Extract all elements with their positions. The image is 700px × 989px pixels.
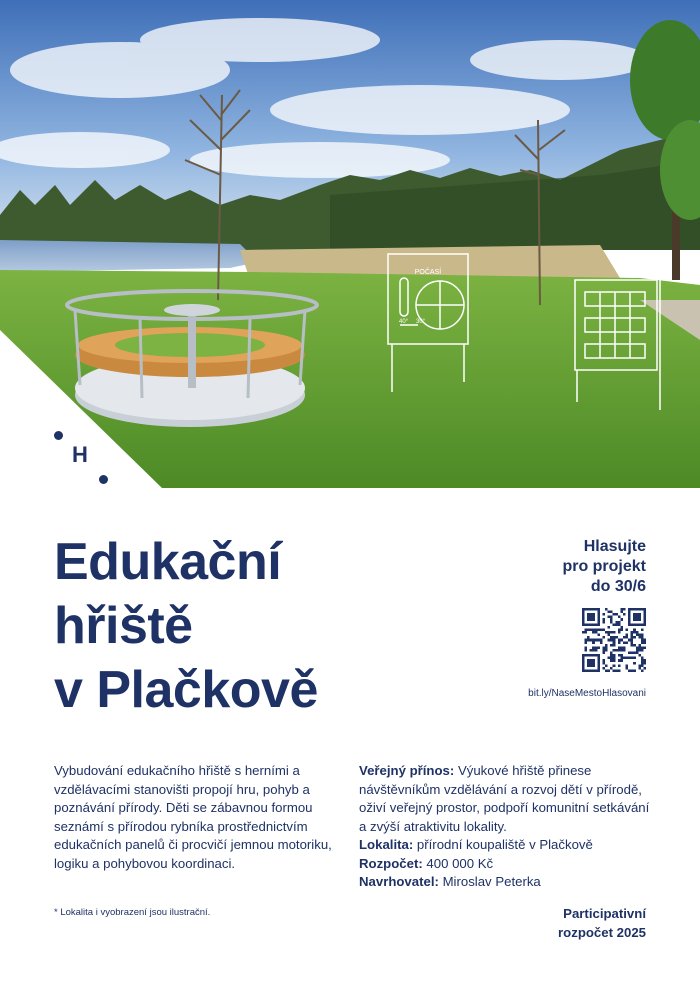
author-label: Navrhovatel: <box>359 874 439 889</box>
logo-dot-top <box>54 431 63 440</box>
title-line-1: Edukační <box>54 533 282 591</box>
location-label: Lokalita: <box>359 837 414 852</box>
logo-letter: H <box>72 442 88 467</box>
qr-code[interactable] <box>582 608 646 672</box>
footer-line-2: rozpočet 2025 <box>558 925 646 940</box>
location-row <box>359 836 659 855</box>
hero-photo <box>0 0 700 488</box>
author-text: Miroslav Peterka <box>442 874 541 889</box>
benefit-row <box>359 762 659 836</box>
logo-dot-bottom <box>99 475 108 484</box>
thermo-right-label: 30° <box>416 319 426 325</box>
vote-line-1: Hlasujte <box>583 538 646 555</box>
budget-label: Rozpočet: <box>359 855 423 871</box>
footer-brand <box>446 904 646 942</box>
vote-line-3: do 30/6 <box>590 578 646 595</box>
benefit-label: Veřejný přínos: <box>359 763 455 778</box>
project-info <box>359 762 659 892</box>
vote-callout <box>446 537 646 597</box>
title-line-2: hřiště <box>54 597 193 655</box>
benefit-text: Výukové hřiště přinese návštěvníkům vzdělávání a rozvoj dětí v přírodě, oživí veřejný prostor, podpoří komunitní setkávání a zvýší atraktivitu lokality. <box>359 763 650 834</box>
location-text: přírodní koupaliště v Plačkově <box>416 837 593 852</box>
thermo-left-label: 40° <box>399 319 409 325</box>
weather-panel-label: POČASÍ <box>414 269 442 276</box>
page-title <box>54 530 474 722</box>
footer-line-1: Participativní <box>563 906 646 921</box>
budget-row <box>359 855 659 874</box>
author-row <box>359 873 659 892</box>
vote-url-link[interactable]: bit.ly/NaseMestoHlasovani <box>528 688 646 699</box>
footnote: * Lokalita i vyobrazení jsou ilustrační. <box>54 907 211 918</box>
budget-text: 400 000 Kč <box>426 855 494 871</box>
title-line-3: v Plačkově <box>54 661 318 719</box>
project-description: Vybudování edukačního hřiště s herními a vzdělávacími stanovišti propojí hru, pohyb a poznávání přírody. Děti se zábavnou formou seznámí s přírodou rybníka prostřednictvím edukačních panelů či procvičí jemnou motoriku, logiku a pohybovou koordinaci. <box>54 763 332 871</box>
vote-line-2: pro projekt <box>562 558 646 575</box>
